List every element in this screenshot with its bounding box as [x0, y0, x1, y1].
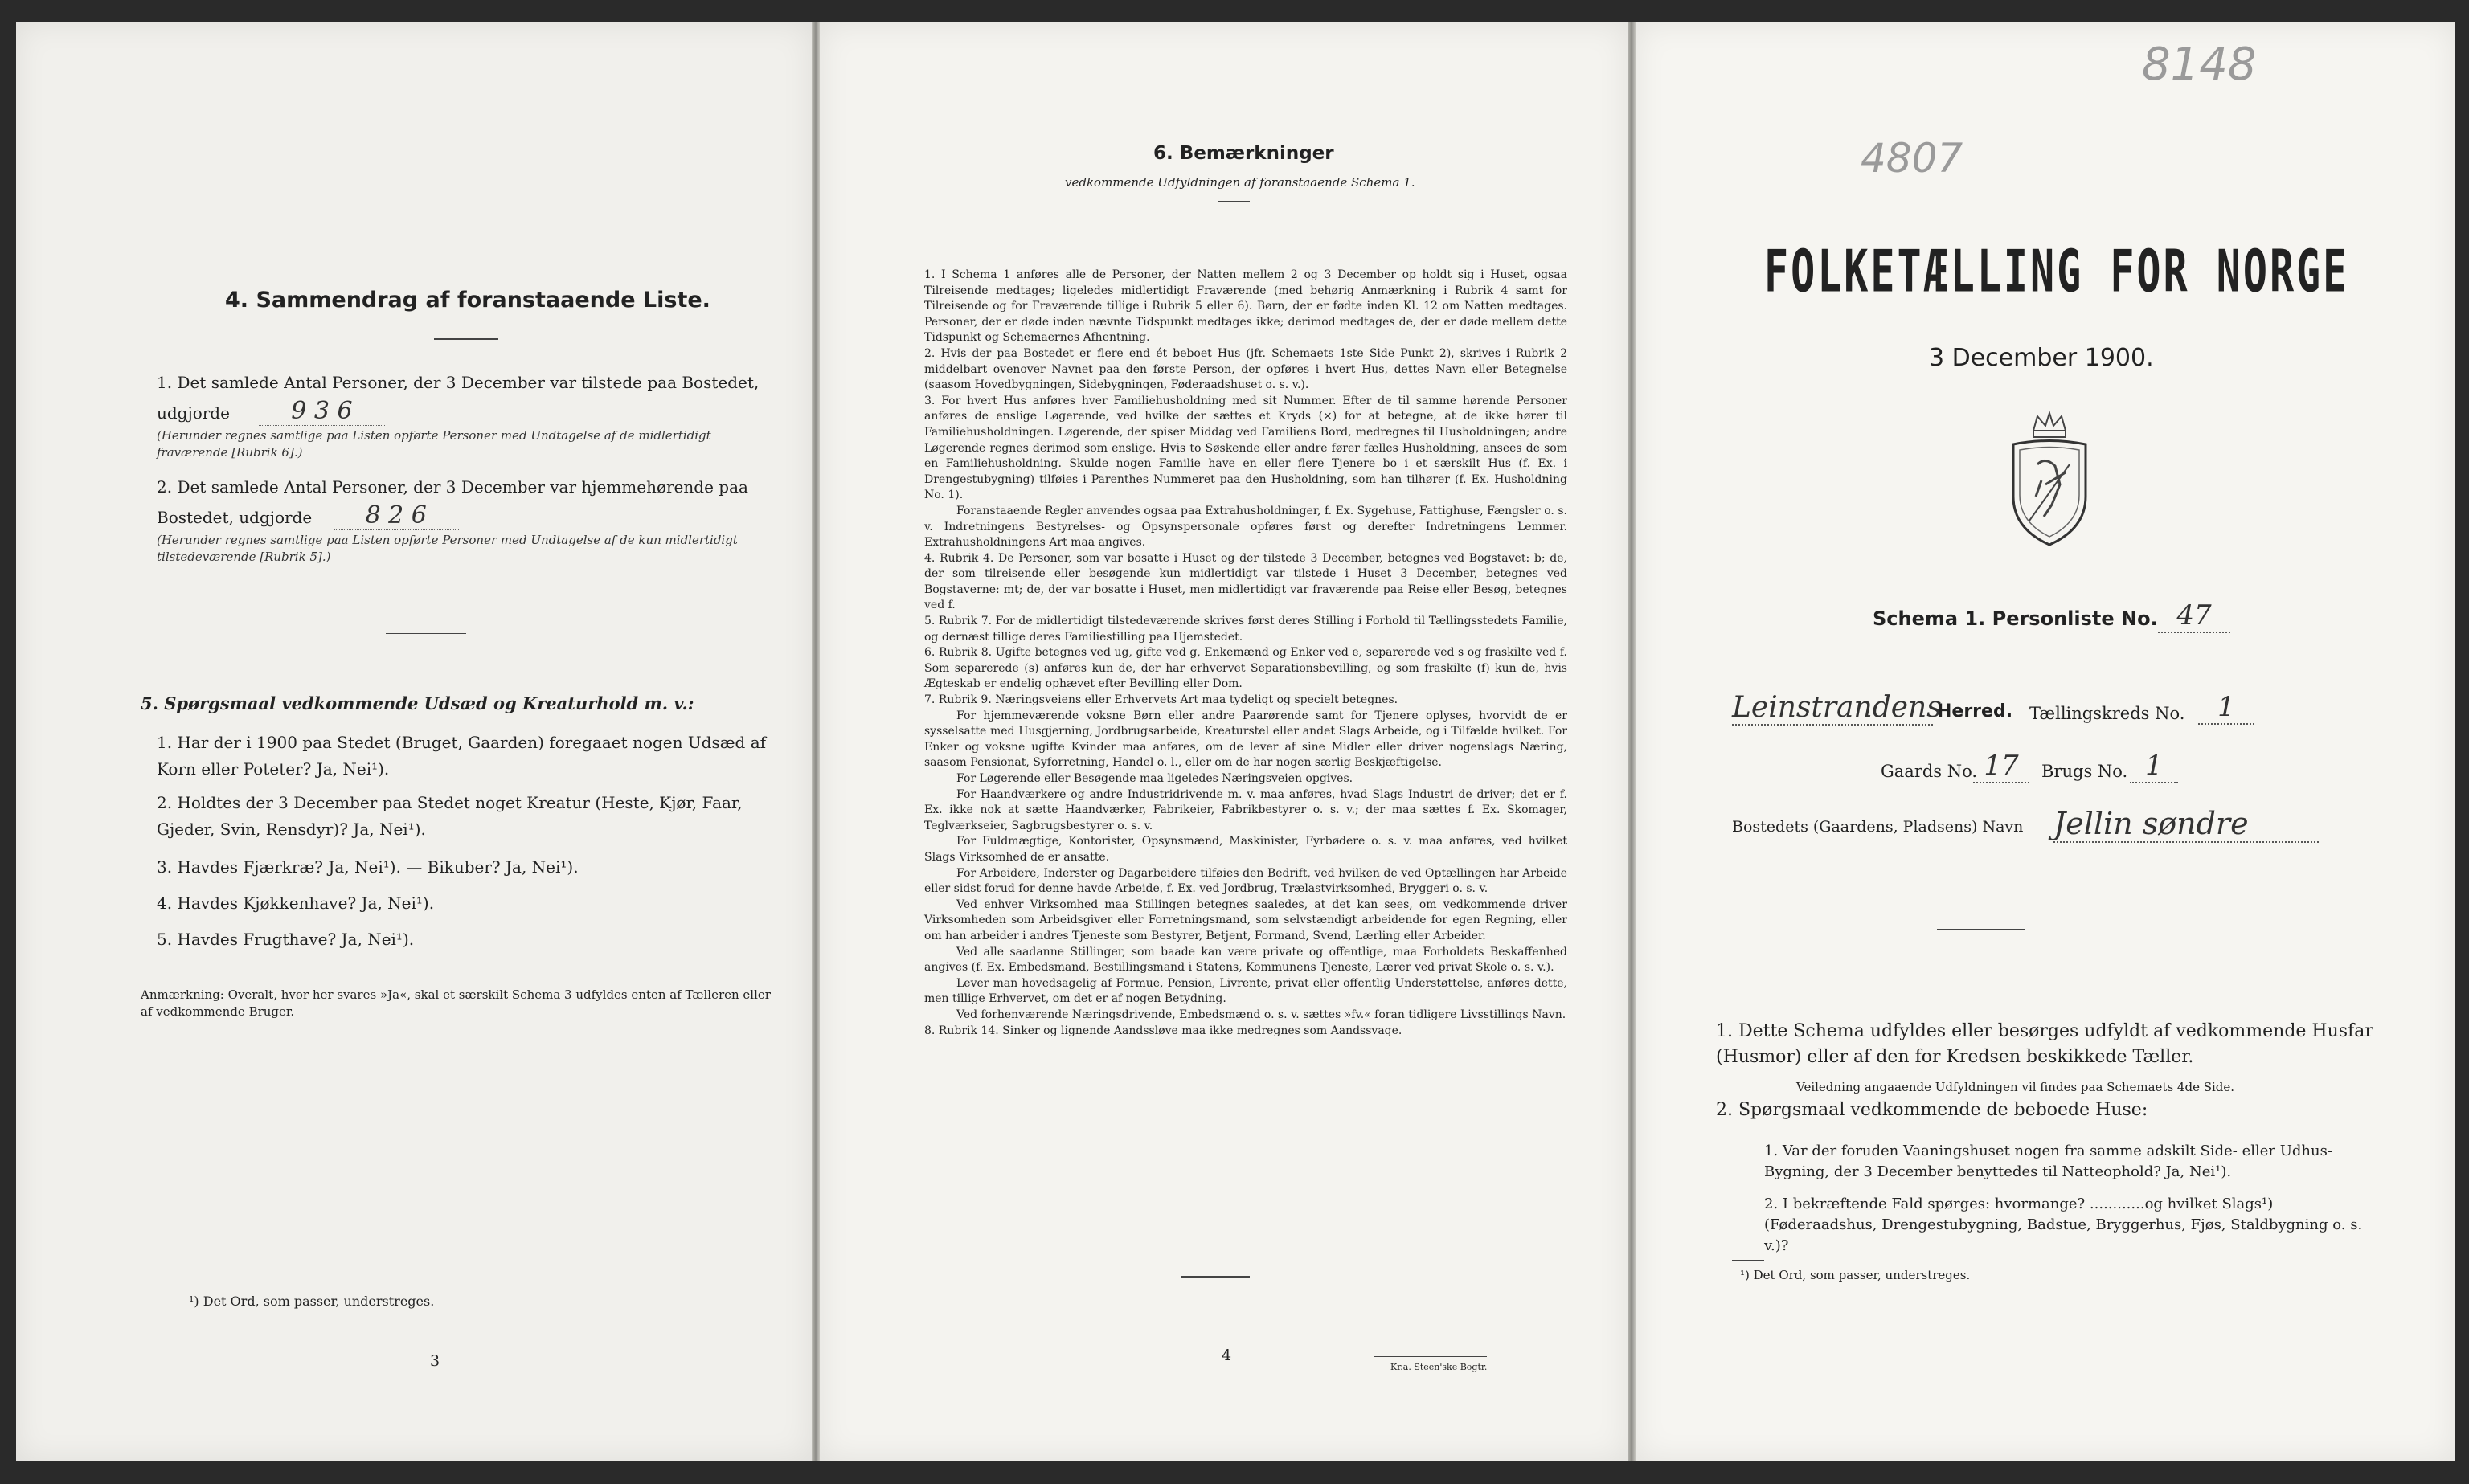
printer-imprint: Kr.a. Steen'ske Bogtr. [1390, 1362, 1488, 1372]
anmerkning-note: Anmærkning: Overalt, hvor her svares »Ja«, skal et særskilt Schema 3 udfyldes enten af Tælleren eller af vedkommende Bruger. [141, 987, 771, 1019]
instruction-2-1: 1. Var der foruden Vaaningshuset nogen fra samme adskilt Side- eller Udhus-Bygning, der 3 December benyttedes til Natteophold? Ja, Nei¹). [1764, 1143, 2332, 1180]
page-1 [1636, 22, 2455, 1461]
page-number: 4 [1222, 1347, 1232, 1364]
item1-note: (Herunder regnes samtlige paa Listen opførte Personer med Undtagelse af de midlertidigt fraværende [Rubrik 6].) [157, 428, 711, 460]
remark-paragraph: 5. Rubrik 7. For de midlertidigt tilstedeværende skrives først deres Stilling i Forhold til Tællingsstedets Familie, og dernæst tillige deres Familiestilling paa Hjemstedet. [924, 615, 1567, 644]
remark-paragraph: Foranstaaende Regler anvendes ogsaa paa Extrahusholdninger, f. Ex. Sygehuse, Fattighuse, Fængsler o. s. v. Indretningens Bestyrelses- og Opsynspersonale opføres først og derefter Indretningens Lemmer. Extrahusholdningens Art maa angives. [924, 504, 1567, 550]
section5-heading: 5. Spørgsmaal vedkommende Udsæd og Kreaturhold m. v.: [141, 693, 694, 713]
remarks-heading: 6. Bemærkninger [1153, 143, 1334, 164]
footnote: ¹) Det Ord, som passer, understreges. [189, 1294, 435, 1309]
question-2: 2. Holdtes der 3 December paa Stedet noget Kreatur (Heste, Kjør, Faar, Gjeder, Svin, Rensdyr)? Ja, Nei¹). [157, 793, 743, 839]
bosted-label: Bostedets (Gaardens, Pladsens) Navn [1732, 818, 2024, 836]
herred-handwritten: Leinstrandens [1732, 691, 1942, 724]
divider [1218, 201, 1250, 202]
remark-paragraph: For hjemmeværende voksne Børn eller andre Paarørende samt for Tjenere oplyses, hvorvidt de er sysselsatte med Husgjerning, Jordbrugsarbeide, Kreaturstel eller andet Slags Arbeide, og i Tilfælde hvilket. For Enker og voksne ugifte Kvinder maa anføres, om de lever af sine Midler eller driver nogenslags Næring, saasom Pensionat, Syforretning, Handel o. l., eller om de har nogen særlig Beskjæftigelse. [924, 709, 1567, 770]
footnote-rule [1732, 1260, 1764, 1261]
item2-text: 2. Det samlede Antal Personer, der 3 December var hjemmehørende paa [157, 477, 748, 497]
remark-paragraph: For Haandværkere og andre Industridrivende m. v. maa anføres, hvad Slags Industri de driver; det er f. Ex. ikke nok at sætte Haandværker, Fabrikeier, Fabrikbestyrer o. s. v.; der maa sættes f. Ex. Skomager, Teglværkseier, Sagbrugsbestyrer o. s. v. [924, 787, 1567, 832]
summary-item-1 [157, 368, 784, 461]
remark-paragraph: 7. Rubrik 9. Næringsveiens eller Erhvervets Art maa tydeligt og specielt betegnes. [924, 693, 1398, 707]
gaards-label: Gaards No. [1881, 762, 1978, 781]
remark-paragraph: Ved enhver Virksomhed maa Stillingen betegnes saaledes, at det kan sees, om vedkommende driver Virksomheden som Arbeidsgiver eller Forretningsmand, som selvstændigt arbeidende for egen Regning, eller om han arbeider i andres Tjeneste som Bestyrer, Betjent, Formand, Svend, Lærling eller Arbeider. [924, 897, 1567, 942]
page-gutter [1628, 22, 1636, 1461]
divider [434, 338, 498, 340]
question-5: 5. Havdes Frugthave? Ja, Nei¹). [157, 930, 415, 949]
remark-paragraph: Ved forhenværende Næringsdrivende, Embedsmænd o. s. v. sættes »fv.« foran tidligere Livsstillings Navn. [956, 1008, 1566, 1021]
pencil-number-top-right: 8148 [2142, 39, 2257, 91]
brugs-label: Brugs No. [2041, 762, 2128, 781]
question-1: 1. Har der i 1900 paa Stedet (Bruget, Gaarden) foregaaet nogen Udsæd af Korn eller Poteter? Ja, Nei¹). [157, 733, 767, 779]
remarks-subheading: vedkommende Udfyldningen af foranstaaende Schema 1. [1065, 175, 1415, 190]
question-4: 4. Havdes Kjøkkenhave? Ja, Nei¹). [157, 893, 435, 913]
page-4 [820, 22, 1628, 1461]
page-gutter [812, 22, 820, 1461]
herred-label: Herred. [1937, 701, 2013, 722]
remark-paragraph: Ved alle saadanne Stillinger, som baade kan være private og offentlige, maa Forholdets Beskaffenhed angives (f. Ex. Embedsmand, Bestillingsmand i Statens, Kommunens Tjeneste, Lærer ved privat Skole o. s. v.). [924, 945, 1567, 975]
schema-number-handwritten: 47 [2158, 599, 2230, 633]
remark-paragraph: For Løgerende eller Besøgende maa ligeledes Næringsveien opgives. [956, 772, 1353, 785]
instruction-1: 1. Dette Schema udfyldes eller besørges udfyldt af vedkommende Husfar (Husmor) eller af den for Kredsen beskikkede Tæller. [1716, 1021, 2373, 1067]
remark-paragraph: Lever man hovedsagelig af Formue, Pension, Livrente, privat eller offentlig Understøttelse, anføres dette, men tillige Erhvervet, om det er af nogen Betydning. [924, 976, 1567, 1006]
instruction-2: 2. Spørgsmaal vedkommende de beboede Huse: [1716, 1100, 2148, 1120]
remark-paragraph: 6. Rubrik 8. Ugifte betegnes ved ug, gifte ved g, Enkemænd og Enker ved e, separerede ved s og fraskilte ved f. Som separerede (s) anføres kun de, der har erhvervet Separationsbevilling, og som fraskilte (f) kun de, hvis Ægteskab er endelig ophævet efter Bevilling eller Dom. [924, 646, 1567, 691]
form-title: FOLKETÆLLING FOR NORGE [1764, 238, 2350, 306]
item1-label: udgjorde [157, 403, 230, 423]
item1-text: 1. Det samlede Antal Personer, der 3 December var tilstede paa Bostedet, [157, 373, 760, 392]
gaards-handwritten: 17 [1973, 750, 2029, 783]
item1-handwritten-value: 9 3 6 [259, 397, 384, 426]
footnote: ¹) Det Ord, som passer, understreges. [1740, 1268, 1971, 1282]
schema-label: Schema 1. Personliste No. [1873, 607, 2158, 630]
brugs-handwritten: 1 [2130, 750, 2178, 783]
remark-paragraph: 3. For hvert Hus anføres hver Familiehusholdning med sit Nummer. Efter de til samme hørende Personer anføres de enslige Løgerende, ved hvilke der sættes et Kryds (×) for at betegne, at de ikke hører til Familiehusholdningen. Løgerende, der spiser Middag ved Familiens Bord, medregnes til Husholdningen; andre Løgerende regnes derimod som enslige. Hvis to Søskende eller andre fører fælles Husholdning, ansees de som en Familiehusholdning. Skulde nogen Familie have en eller flere Tjenere bo i et særskilt Hus (f. Ex. i Drengestubygning) tilføies i Parenthes Nummeret paa den Husholdning, som han tilhører (f. Ex. Husholdning No. 1). [924, 394, 1567, 502]
page-3 [16, 22, 812, 1461]
pencil-number-top-left: 4807 [1861, 135, 1963, 182]
remark-paragraph: 4. Rubrik 4. De Personer, som var bosatte i Huset og der tilstede 3 December, betegnes ved Bogstavet: b; de, der som tilreisende eller besøgende kun midlertidigt var tilstede i Huset 3 December, betegnes ved Bogstaverne: mt; de, der var bosatte i Huset, men midlertidigt var fraværende paa Reise eller Besøg, betegnes ved f. [924, 551, 1567, 612]
remark-paragraph: For Arbeidere, Inderster og Dagarbeidere tilføies den Bedrift, ved hvilken de ved Optællingen har Arbeide eller sidst forud for denne havde Arbeide, f. Ex. ved Jordbrug, Trælastvirksomhed, Bryggeri o. s. v. [924, 866, 1567, 896]
summary-item-2 [157, 472, 784, 566]
divider [1181, 1276, 1250, 1278]
summary-heading: 4. Sammendrag af foranstaaende Liste. [225, 288, 710, 313]
question-3: 3. Havdes Fjærkræ? Ja, Nei¹). — Bikuber? Ja, Nei¹). [157, 857, 579, 877]
remark-paragraph: 2. Hvis der paa Bostedet er flere end ét beboet Hus (jfr. Schemaets 1ste Side Punkt 2), skrives i Rubrik 2 middelbart ovenover Navnet paa den første Person, der opføres i hvert Hus, dettes Navn eller Betegnelse (saasom Hovedbygningen, Sidebygningen, Føderaadshuset o. s. v.). [924, 346, 1567, 392]
printer-rule [1374, 1356, 1487, 1357]
bosted-handwritten: Jellin søndre [2053, 806, 2319, 843]
form-date: 3 December 1900. [1929, 344, 2154, 372]
instruction-1-note: Veiledning angaaende Udfyldningen vil findes paa Schemaets 4de Side. [1796, 1080, 2235, 1094]
kreds-label: Tællingskreds No. [2029, 704, 2185, 723]
page-number: 3 [430, 1352, 440, 1370]
remark-paragraph: For Fuldmægtige, Kontorister, Opsynsmænd, Maskinister, Fyrbødere o. s. v. maa anføres, ved hvilket Slags Virksomhed de er ansatte. [924, 835, 1567, 864]
coat-of-arms-icon [1989, 408, 2110, 553]
divider [386, 633, 466, 634]
instruction-2-2: 2. I bekræftende Fald spørges: hvormange? ............og hvilket Slags¹) (Føderaadshus, Drengestubygning, Badstue, Bryggerhus, Fjøs, Staldbygning o. s. v.)? [1764, 1196, 2363, 1254]
remark-paragraph: 1. I Schema 1 anføres alle de Personer, der Natten mellem 2 og 3 December op holdt sig i Huset, ogsaa Tilreisende medtages; ligeledes midlertidigt Fraværende (med behørig Anmærkning i Rubrik 4 samt for Tilreisende og for Fraværende tillige i Rubrik 5 eller 6). Børn, der er fødte inden Kl. 12 om Natten medtages. Personer, der er døde inden nævnte Tidspunkt medtages ikke; derimod medtages de, der er døde mellem dette Tidspunkt og Schemaernes Afhentning. [924, 268, 1567, 345]
remarks-body [924, 268, 1567, 1039]
item2-label: Bostedet, udgjorde [157, 508, 313, 527]
divider [1937, 929, 2025, 930]
item2-note: (Herunder regnes samtlige paa Listen opførte Personer med Undtagelse af de kun midlertidigt tilstedeværende [Rubrik 5].) [157, 533, 738, 564]
kreds-handwritten: 1 [2198, 691, 2254, 725]
item2-handwritten-value: 8 2 6 [334, 501, 459, 530]
remark-paragraph: 8. Rubrik 14. Sinker og lignende Aandssløve maa ikke medregnes som Aandssvage. [924, 1024, 1402, 1037]
